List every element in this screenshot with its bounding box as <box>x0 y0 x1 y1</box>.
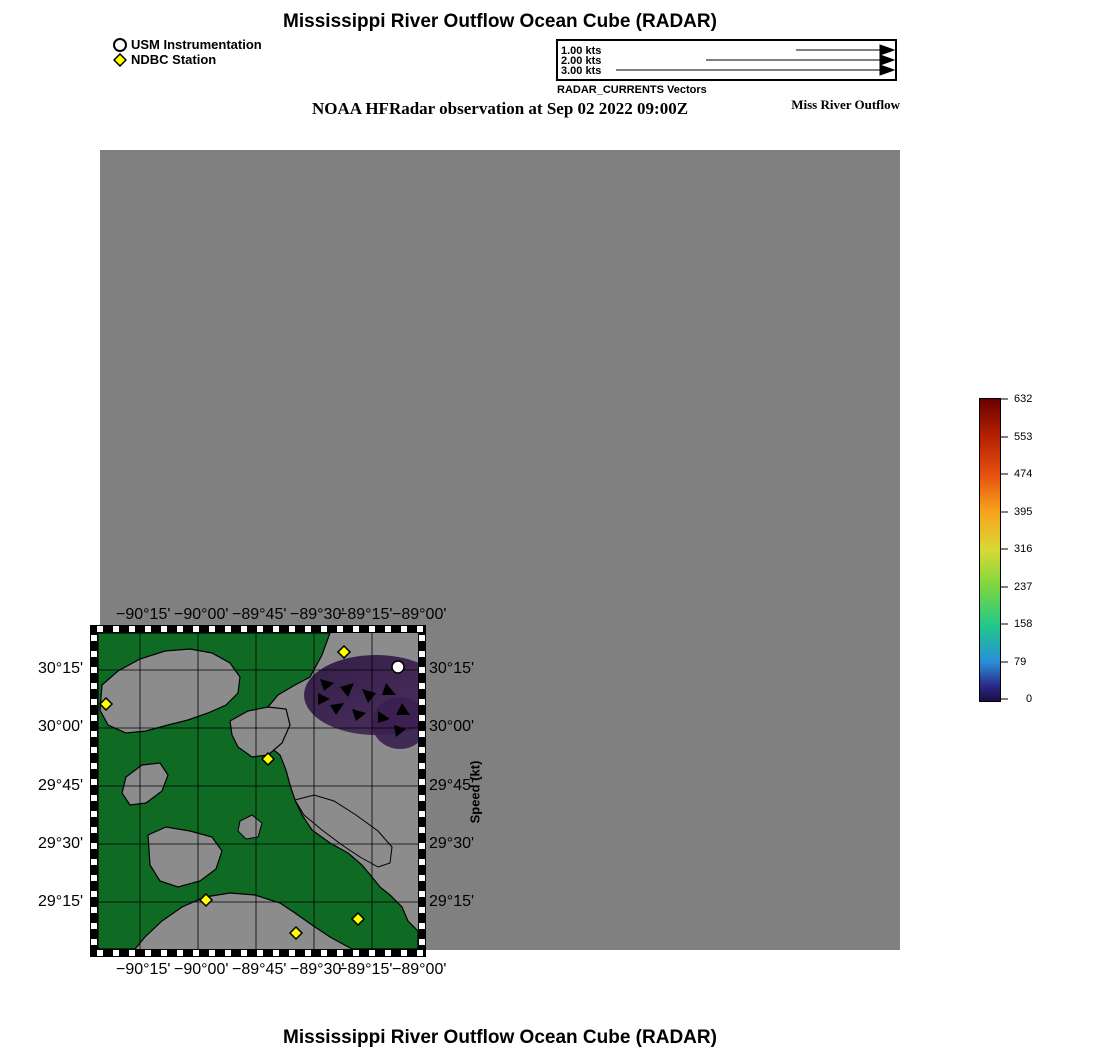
lat-tick: 30°15' <box>38 660 84 677</box>
lat-axis-left <box>38 660 88 920</box>
colorbar-tick: 316 <box>1014 543 1033 555</box>
colorbar-axis-label: Speed (kt) <box>467 760 483 824</box>
observation-subtitle: NOAA HFRadar observation at Sep 02 2022 09:00Z <box>311 99 689 118</box>
circle-icon <box>113 38 127 52</box>
lon-tick: −90°15' <box>116 961 171 978</box>
lon-tick: −89°30' <box>290 961 345 978</box>
vector-arrows <box>558 41 895 79</box>
footer-title: Mississippi River Outflow Ocean Cube (RADAR) <box>283 1027 717 1048</box>
lat-tick: 29°15' <box>38 893 84 910</box>
colorbar-tick: 395 <box>1014 506 1033 518</box>
lon-axis-bottom <box>116 961 446 981</box>
colorbar-tick: 632 <box>1014 393 1033 405</box>
legend-usm-label: USM Instrumentation <box>131 37 262 52</box>
lat-tick: 29°45' <box>38 777 84 794</box>
inset-map <box>90 625 426 957</box>
lat-tick: 29°15' <box>429 893 475 910</box>
colorbar-tick: 553 <box>1014 431 1033 443</box>
colorbar <box>979 398 1001 702</box>
vector-legend <box>556 39 897 81</box>
vector-label-1: 1.00 kts <box>561 45 602 57</box>
colorbar-tick: 0 <box>1026 693 1033 705</box>
colorbar-tick: 474 <box>1014 468 1033 480</box>
colorbar-tick: 237 <box>1014 581 1033 593</box>
colorbar-ticks <box>1000 393 1060 708</box>
lon-tick: −90°00' <box>174 606 229 623</box>
lat-tick: 29°30' <box>429 835 475 852</box>
diamond-icon <box>113 53 127 67</box>
colorbar-tick: 158 <box>1014 618 1033 630</box>
colorbar-tick: 79 <box>1014 656 1027 668</box>
vector-label-3: 3.00 kts <box>561 65 602 77</box>
lon-tick: −89°45' <box>232 606 287 623</box>
lat-tick: 30°15' <box>429 660 475 677</box>
lon-tick: −89°00' <box>392 606 447 623</box>
legend-usm <box>113 37 262 52</box>
vector-caption: RADAR_CURRENTS Vectors <box>557 84 707 96</box>
vector-label-2: 2.00 kts <box>561 55 602 67</box>
page-title: Mississippi River Outflow Ocean Cube (RADAR) <box>283 11 717 32</box>
lon-tick: −89°00' <box>392 961 447 978</box>
lon-tick: −89°15' <box>338 961 393 978</box>
lon-tick: −89°15' <box>338 606 393 623</box>
usm-instrument-marker <box>392 661 404 673</box>
legend-ndbc <box>113 52 216 67</box>
lon-tick: −89°30' <box>290 606 345 623</box>
lon-axis-top <box>116 606 446 626</box>
lat-tick: 29°30' <box>38 835 84 852</box>
lon-tick: −89°45' <box>232 961 287 978</box>
lat-tick: 30°00' <box>38 718 84 735</box>
lon-tick: −90°15' <box>116 606 171 623</box>
legend-ndbc-label: NDBC Station <box>131 52 217 67</box>
lon-tick: −90°00' <box>174 961 229 978</box>
lat-tick: 30°00' <box>429 718 475 735</box>
region-label: Miss River Outflow <box>791 97 900 112</box>
lat-tick: 29°45' <box>429 777 475 794</box>
radar-plume-east <box>372 697 426 749</box>
